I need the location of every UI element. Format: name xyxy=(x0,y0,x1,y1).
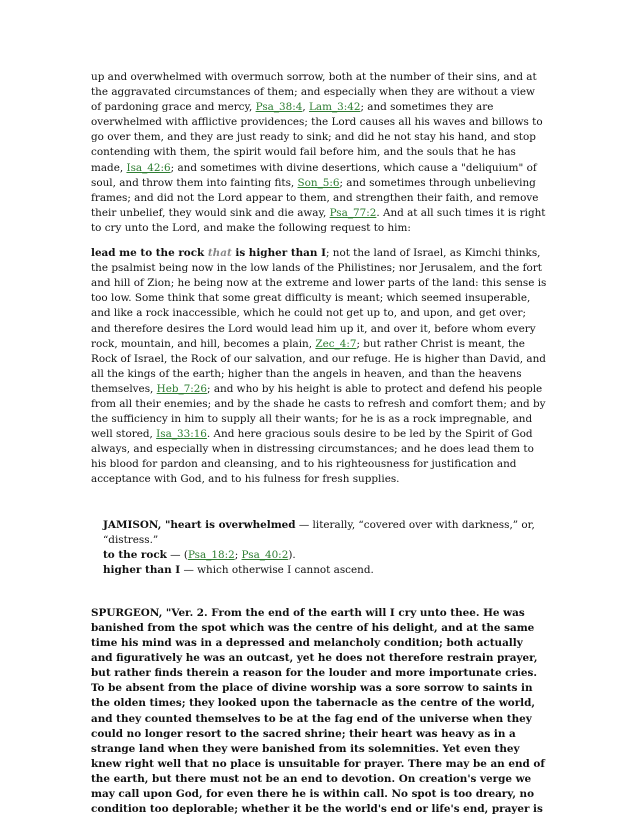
verse-phrase: lead me to the rock xyxy=(91,247,208,260)
jamison-commentary xyxy=(91,518,547,578)
scripture-link[interactable]: Psa_38:4 xyxy=(255,101,303,114)
scripture-link[interactable]: Lam_3:42 xyxy=(309,101,361,114)
jamison-line: to the rock — (Psa_18:2; Psa_40:2). xyxy=(103,548,296,561)
scripture-link[interactable]: Psa_40:2 xyxy=(241,548,289,561)
document-page xyxy=(91,70,547,817)
gill-paragraph-continued: up and overwhelmed with overmuch sorrow, both at the number of their sins, and at the aggravated circumstances of them; and especially when they are without a view of pardoning grace and mercy, Psa_38:4, Lam_3:42; and sometimes they are overwhelmed with afflictive providences; the Lord causes all his waves and billows to go over them, and they are just ready to sink; and did he not stay his hand, and stop contending with them, the spirit would fail before him, and the souls that he has made, Isa_42:6; and sometimes with divine desertions, which cause a "deliquium" of soul, and throw them into fainting fits, Son_5:6; and sometimes through unbelieving frames; and did not the Lord appear to them, and strengthen their faith, and remove their unbelief, they would sink and die away, Psa_77:2. And at all such times it is right to cry unto the Lord, and make the following request to him: xyxy=(91,71,546,234)
gill-paragraph-rock: lead me to the rock that is higher than I; not the land of Israel, as Kimchi thinks, the psalmist being now in the low lands of the Philistines; nor Jerusalem, and the fort and hill of Zion; he being now at the extreme and lower parts of the land: this sense is too low. Some think that some great difficulty is meant; which seemed insuperable, and like a rock inaccessible, which he could not get up to, and upon, and get over; and therefore desires the Lord would lead him up it, and over it, before whom every rock, mountain, and hill, becomes a plain, Zec_4:7; but rather Christ is meant, the Rock of Israel, the Rock of our salvation, and our refuge. He is higher than David, and all the kings of the earth; higher than the angels in heaven, and than the heavens themselves, Heb_7:26; and who by his height is able to protect and defend his people from all their enemies; and by the shade he casts to refresh and comfort them; and by the sufficiency in him to supply all their wants; for he is as a rock impregnable, and well stored, Isa_33:16. And here gracious souls desire to be led by the Spirit of God always, and especially when in distressing circumstances; and he does lead them to his blood for pardon and cleansing, and to his righteousness for justification and acceptance with God, and to his fulness for fresh supplies. xyxy=(91,247,547,486)
spurgeon-commentary: SPURGEON, "Ver. 2. From the end of the earth will I cry unto thee. He was banished from the spot which was the centre of his delight, and at the same time his mind was in a depressed and melancholy condition; both actually and figuratively he was an outcast, yet he does not therefore restrain prayer, but rather finds therein a reason for the louder and more importunate cries. To be absent from the place of divine worship was a sore sorrow to saints in the olden times; they looked upon the tabernacle as the centre of the world, and they counted themselves to be at the fag end of the universe when they could no longer resort to the sacred shrine; their heart was heavy as in a strange land when they were banished from its solemnities. Yet even they knew right well that no place is unsuitable for prayer. There may be an end of the earth, but there must not be an end to devotion. On creation's verge we may call upon God, for even there he is within call. No spot is too dreary, no condition too deplorable; whether it be the world's end or life's end, prayer is xyxy=(91,606,545,816)
scripture-link[interactable]: Isa_42:6 xyxy=(126,161,171,174)
scripture-link[interactable]: Isa_33:16 xyxy=(156,428,207,441)
scripture-link[interactable]: Son_5:6 xyxy=(297,176,340,189)
scripture-link[interactable]: Zec_4:7 xyxy=(315,337,357,350)
scripture-link[interactable]: Psa_18:2 xyxy=(187,548,235,561)
scripture-link[interactable]: Psa_77:2 xyxy=(329,206,377,219)
verse-phrase: is higher than I xyxy=(231,247,326,260)
verse-italic-word: that xyxy=(207,247,232,260)
scripture-link[interactable]: Heb_7:26 xyxy=(156,382,208,395)
jamison-line: higher than I — which otherwise I cannot ascend. xyxy=(103,563,374,576)
jamison-line: JAMISON, "heart is overwhelmed — literally, “covered over with darkness,” or, “distress.” xyxy=(103,518,535,546)
